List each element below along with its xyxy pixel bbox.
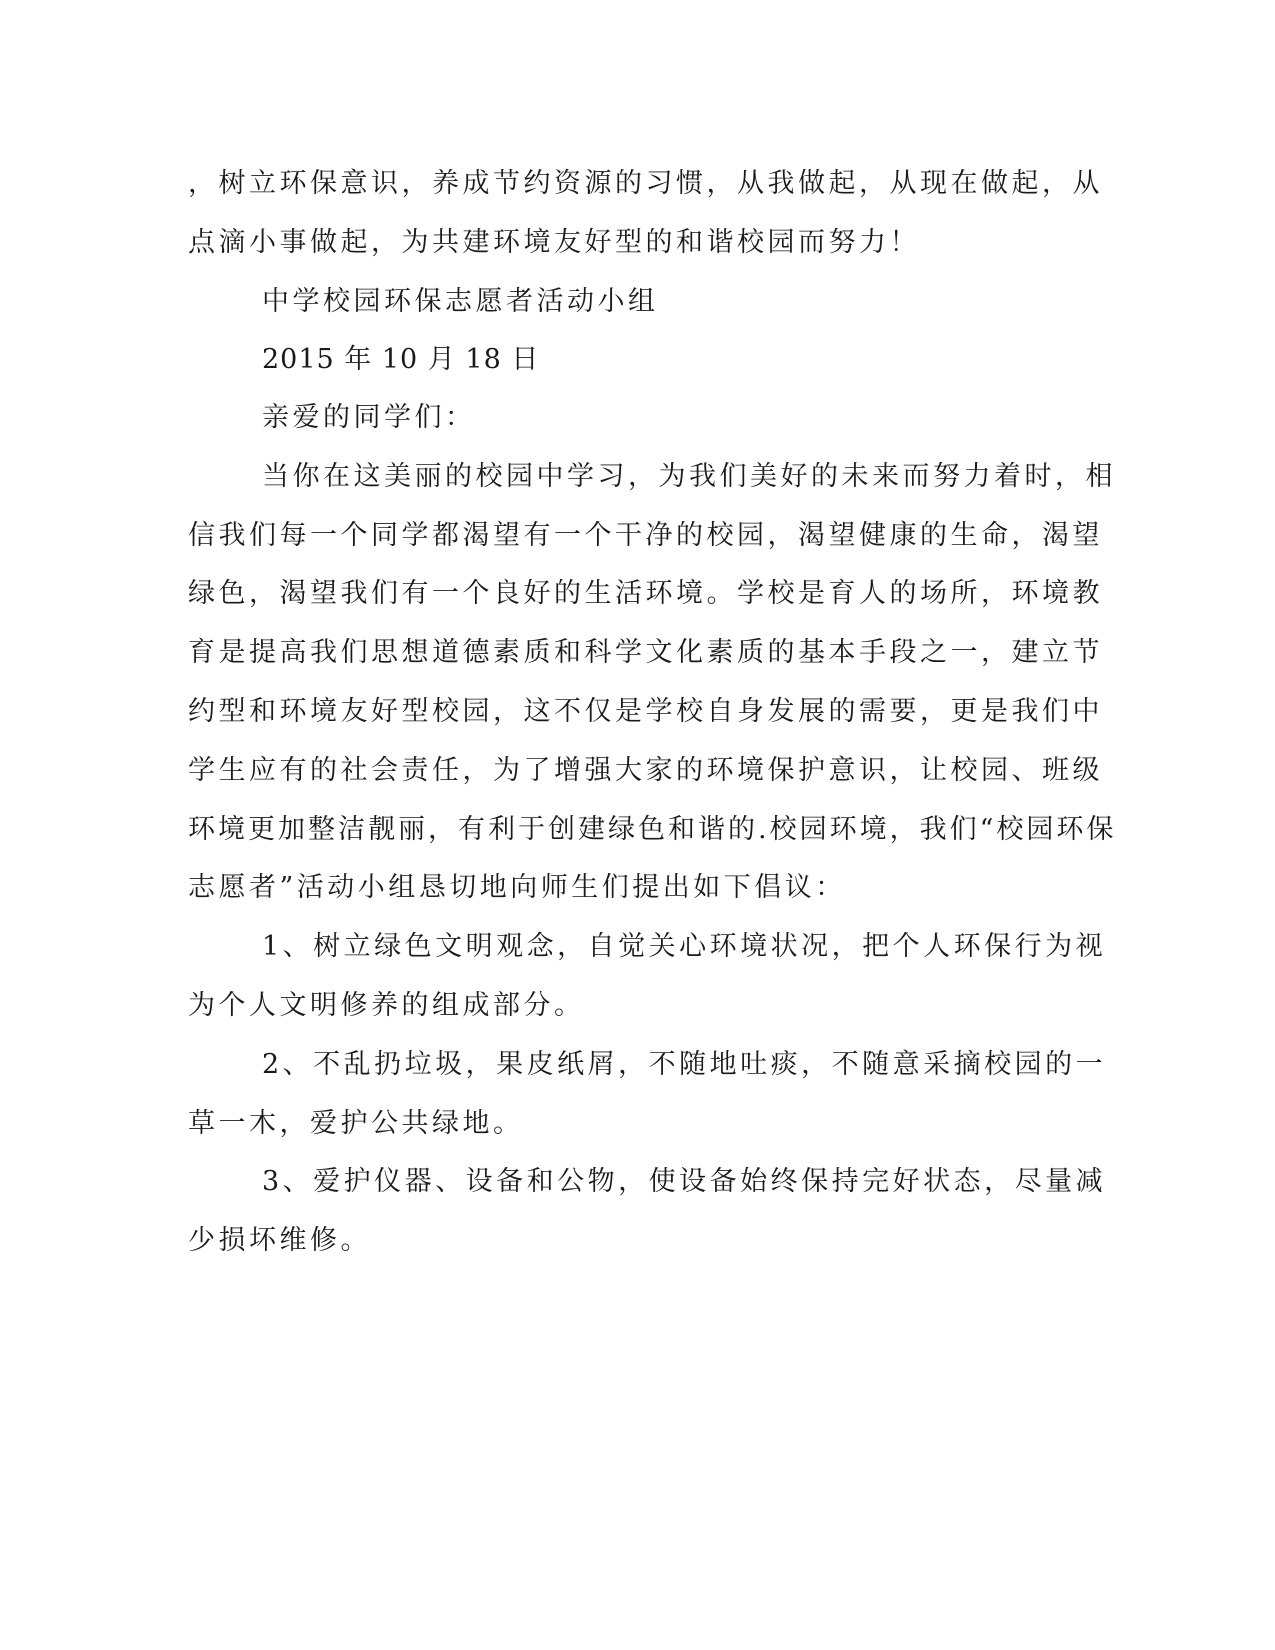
text-line: 育是提高我们思想道德素质和科学文化素质的基本手段之一，建立节 (188, 637, 1103, 668)
list-item-2: 2、不乱扔垃圾，果皮纸屑，不随地吐痰，不随意采摘校园的一 (262, 1049, 1107, 1080)
text-line: 约型和环境友好型校园，这不仅是学校自身发展的需要，更是我们中 (188, 696, 1103, 727)
text-line: 环境更加整洁靓丽，有利于创建绿色和谐的.校园环境，我们“校园环保 (188, 814, 1117, 845)
text-line: 当你在这美丽的校园中学习，为我们美好的未来而努力着时，相 (262, 461, 1116, 492)
signature-organization: 中学校园环保志愿者活动小组 (262, 286, 659, 317)
text-line: 绿色，渴望我们有一个良好的生活环境。学校是育人的场所，环境教 (188, 578, 1103, 609)
text-line: 信我们每一个同学都渴望有一个干净的校园，渴望健康的生命，渴望 (188, 520, 1103, 551)
text-line: 草一木，爱护公共绿地。 (188, 1108, 524, 1139)
text-line: 点滴小事做起，为共建环境友好型的和谐校园而努力！ (188, 227, 920, 258)
salutation: 亲爱的同学们： (262, 402, 476, 433)
signature-date: 2015 年 10 月 18 日 (262, 344, 540, 375)
list-item-3: 3、爱护仪器、设备和公物，使设备始终保持完好状态，尽量减 (262, 1166, 1107, 1197)
list-item-1: 1、树立绿色文明观念，自觉关心环境状况，把个人环保行为视 (262, 931, 1107, 962)
text-line: 为个人文明修养的组成部分。 (188, 990, 585, 1021)
text-line: 志愿者”活动小组恳切地向师生们提出如下倡议： (188, 872, 846, 903)
text-line: ，树立环保意识，养成节约资源的习惯，从我做起，从现在做起，从 (188, 168, 1103, 199)
text-line: 学生应有的社会责任，为了增强大家的环境保护意识，让校园、班级 (188, 755, 1103, 786)
text-line: 少损坏维修。 (188, 1225, 371, 1256)
